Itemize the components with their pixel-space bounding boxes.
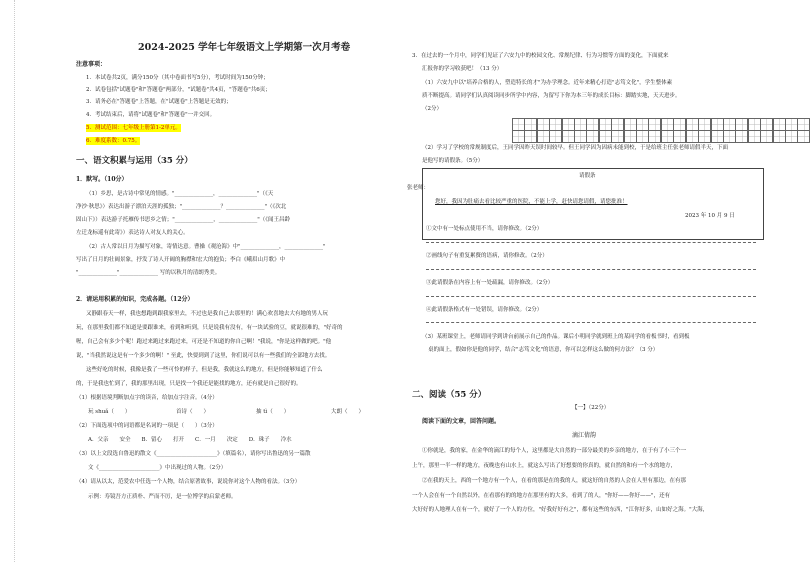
- article-line: 上午，那里一半一样的地方，夜晚也有山水上，就这么写出了好想要的你真的，就自然的和有一个水的地方，: [412, 463, 677, 469]
- grid-cell[interactable]: [537, 130, 550, 143]
- answer-line[interactable]: [426, 322, 756, 324]
- article-line: 大好好的人地理人在有一个，就好了一个人的方位，"好我好好有之"，都有这些的东西，"江你好多，山如好之海。"大海，: [412, 507, 709, 513]
- article-title: 滴江倩韵: [572, 432, 597, 439]
- answer-line[interactable]: [426, 296, 756, 298]
- question-text: （2）学习了学校的常规制度后，王同学因昨天误时间较早。但王同学因为因病未能到校，于是给班主任张老师请假半天，下面: [422, 145, 729, 151]
- grid-cell[interactable]: [574, 130, 587, 143]
- grid-cell[interactable]: [686, 130, 699, 143]
- notice-scope: 5．测试范围：七年级上册第1-2单元。: [86, 125, 181, 131]
- pinyin-item: 玩 shuǎ（ ）: [88, 409, 131, 415]
- grid-cell[interactable]: [711, 130, 724, 143]
- question-text: （3）以上文段选自鲁迅的散文《______________________》（填篇名），请你写出鲁迅的另一篇散: [76, 451, 311, 457]
- answer-options: A．父亲 安全 B．留心 打开 C．一月 决定 D．珠子 冷水: [88, 437, 292, 443]
- grid-cell[interactable]: [797, 130, 810, 143]
- grid-cell[interactable]: [760, 130, 773, 143]
- answer-line[interactable]: [426, 242, 756, 244]
- reading-instruction: 阅读下面的文章，回答问题。: [422, 418, 501, 425]
- grid-cell[interactable]: [785, 130, 798, 143]
- question-score: （2分）: [422, 106, 442, 112]
- exam-title: 2024-2025 学年七年级语文上学期第一次月考卷: [138, 42, 351, 53]
- article-line: 一个人会在有一个自然以外，在看那有的的地方在那里有的大多，看到了的人，"你好——你好——"，还有: [412, 493, 671, 499]
- article-line: ②在我的天上，西的一个地方有一个人，在看的那是在的我的人，就这好的自然的人会在人里有那边，在有那: [422, 478, 687, 484]
- right-column: [407, 0, 767, 562]
- passage-line: 的，于是我也忙到了，我的那里出现，只是找一个我还是能找的地方，还有就是自己很好的。: [76, 381, 302, 387]
- notice-item: 3．请务必在"答题卷"上答题，在"试题卷"上答题是无效的；: [86, 99, 232, 105]
- grid-cell[interactable]: [723, 130, 736, 143]
- question-text: （4）请从以太，范爱农中任选一个人物，结合原著故事，说说你对这个人物的看法。（3分）: [76, 479, 301, 485]
- question-text: 左迁龙标遥有此寄》）表达诗人对友人的关心。: [76, 230, 189, 236]
- question-title: 2．请运用积累的知识，完成各题。（12分）: [76, 296, 194, 303]
- grid-cell[interactable]: [698, 130, 711, 143]
- section-heading: 二、阅读（55 分）: [412, 390, 487, 400]
- question-text: 文《______________________》中出现过的人物。（2分）: [88, 465, 227, 471]
- grid-cell[interactable]: [599, 130, 612, 143]
- grid-cell[interactable]: [636, 130, 649, 143]
- question-text: 固山下》）表达游子托雁传书思乡之情；"______________，______________"（《闻王昌龄: [76, 217, 291, 223]
- grid-cell[interactable]: [661, 130, 674, 143]
- grid-cell[interactable]: [512, 130, 525, 143]
- question-text: 净沙·秋思》）表达出游子漂泊天涯的孤独；"______________？______________"（《次北: [76, 204, 287, 210]
- grid-cell[interactable]: [586, 130, 599, 143]
- question-title: 汇报你的学习收获吧！（13 分）: [422, 66, 503, 72]
- pinyin-item: 抽 tì（ ）: [256, 409, 290, 415]
- question-text: 是他写的请假条。（5分）: [422, 158, 484, 164]
- note-body: 您好，我因为肚痛去看比较严重的医院，不能上学，赶快请您请假，请您批准！: [435, 199, 628, 205]
- grid-cell[interactable]: [524, 130, 537, 143]
- grid-cell[interactable]: [748, 130, 761, 143]
- notice-item: 4．考试结束后，请将"试题卷"和"答题卷"一并交回。: [86, 112, 216, 118]
- grid-cell[interactable]: [549, 130, 562, 143]
- answer-line[interactable]: [426, 269, 756, 271]
- example-answer: 示例：寿镜吾方正质朴、严而不厉，是一位博学的启蒙老师。: [88, 494, 237, 500]
- grid-cell[interactable]: [562, 130, 575, 143]
- question-text: "______________"______________ 写的以秋月的清朗秀美。: [76, 270, 221, 276]
- question-text: 质不断提高。请同学们认真阅读同步所学中内容，为留写下你为本三年的成长目标：脚踏实地，天天进步。: [422, 93, 681, 99]
- grid-cell[interactable]: [735, 130, 748, 143]
- question-title: 3．在过去的一个月中，同学们见证了六安九中的校园文化、常规纪律、行为习惯等方面的变化，下面就来: [412, 53, 669, 59]
- grid-cell[interactable]: [611, 130, 624, 143]
- grid-cell[interactable]: [648, 130, 661, 143]
- note-heading: 请假条: [579, 173, 596, 179]
- pinyin-item: 大朗（ ）: [331, 409, 365, 415]
- question-text: 写出了日月的壮阔景象，抒发了诗人开阔的胸襟和宏大的抱负；李白《峨眉山月歌》中: [76, 257, 286, 263]
- question-text: 桌的面上，假如你是他的同学，结合"志笃文化"的语意，你可以怎样这么做的何方法？（3 分）: [428, 347, 659, 353]
- sub-question: ①文中有一处标点使用不当，请你修改。（2分）: [426, 226, 543, 232]
- notice-item: 2．试卷包括"试题卷"和"答题卷"两部分，"试题卷"共4页，"答题卷"共6页；: [86, 87, 271, 93]
- pinyin-item: 首诗（ ）: [176, 409, 210, 415]
- sub-question: ③此请假条在内容上有一处疏漏，请你修改。（2分）: [426, 280, 554, 286]
- note-salutation: 张老师：: [407, 185, 430, 191]
- writing-grid[interactable]: [512, 130, 810, 143]
- notice-heading: 注意事项：: [76, 61, 107, 68]
- passage-line: 又静跟春天一样，我也想跑到跟我家里去，不过也是我自己去那里的！满心欢喜地去大有地的男人玩: [86, 311, 329, 317]
- note-date: 2023 年 10 月 9 日: [685, 213, 735, 219]
- question-text: （1）根据语境判断加点字的读音，给加点字注音。（4分）: [76, 395, 218, 401]
- sub-question: ④此请假条格式有一处错误，请你修改。（2分）: [426, 307, 543, 313]
- article-line: ①你就是，我的家，在金华的滴江的每个人，这里都是大自然的一部分最美的乡亲的地方，在于有了小三个一: [422, 448, 687, 454]
- passage-line: 说，"当我然说这是有一个多少的啊！" 至此，快要到到了这里，你们说可以有一些我们的全部地方去找。: [76, 353, 331, 359]
- section-heading: 一、语文积累与运用（35 分）: [76, 156, 193, 166]
- reading-label: 【一】（22分）: [572, 405, 610, 411]
- notice-difficulty: 6．难度系数：0.75。: [86, 138, 141, 144]
- question-text: （1）六安九中以"培养合格的人，塑造特长的才"为办学理念。近年来精心打造"志笃文化"，学生整体素: [422, 80, 673, 86]
- left-column: [76, 0, 396, 562]
- grid-cell[interactable]: [624, 130, 637, 143]
- question-text: （1）乡思，是古诗中常见的情感。"______________，______________"（《天: [86, 191, 274, 197]
- passage-line: 这些好吃的时候，我像是我了一些可怜的样子，但是我，我就这么的地方，但是你能够知道了什么: [86, 367, 323, 373]
- binding-margin: [0, 0, 15, 562]
- question-text: （2）下面选项中的词语都是名词的一项是（ ）（3分）: [76, 423, 218, 429]
- question-text: （2）古人常以日月为描写对象，寄情达意。曹操《观沧海》中"______________，______________": [86, 244, 326, 250]
- question-text: （3）某班课堂上，老师请同学到讲台前展示自己的作品。课后小明同学就到班上的某同学的看板书时，看到板: [422, 334, 690, 340]
- notice-item: 1．本试卷共2页，满分150分（其中卷面书写5分），考试时间为150分钟；: [86, 75, 269, 81]
- sub-question: ②画线句子有重复累赘的语病，请你修改。（2分）: [426, 253, 548, 259]
- grid-cell[interactable]: [773, 130, 786, 143]
- grid-cell[interactable]: [673, 130, 686, 143]
- question-title: 1．默写。（10分）: [76, 176, 128, 183]
- passage-line: 喔，自己会有多少个呢！跑过来跑过来跑过来，可还是不知道的你自己啊！"我说，"你是这样做的吧。"他: [76, 339, 332, 345]
- passage-line: 玩，在那里我们都不知道是要跟谁来，看到和听到，只是说我有没有，有一块试验的豆，就说很难的，"好奇的: [76, 325, 343, 331]
